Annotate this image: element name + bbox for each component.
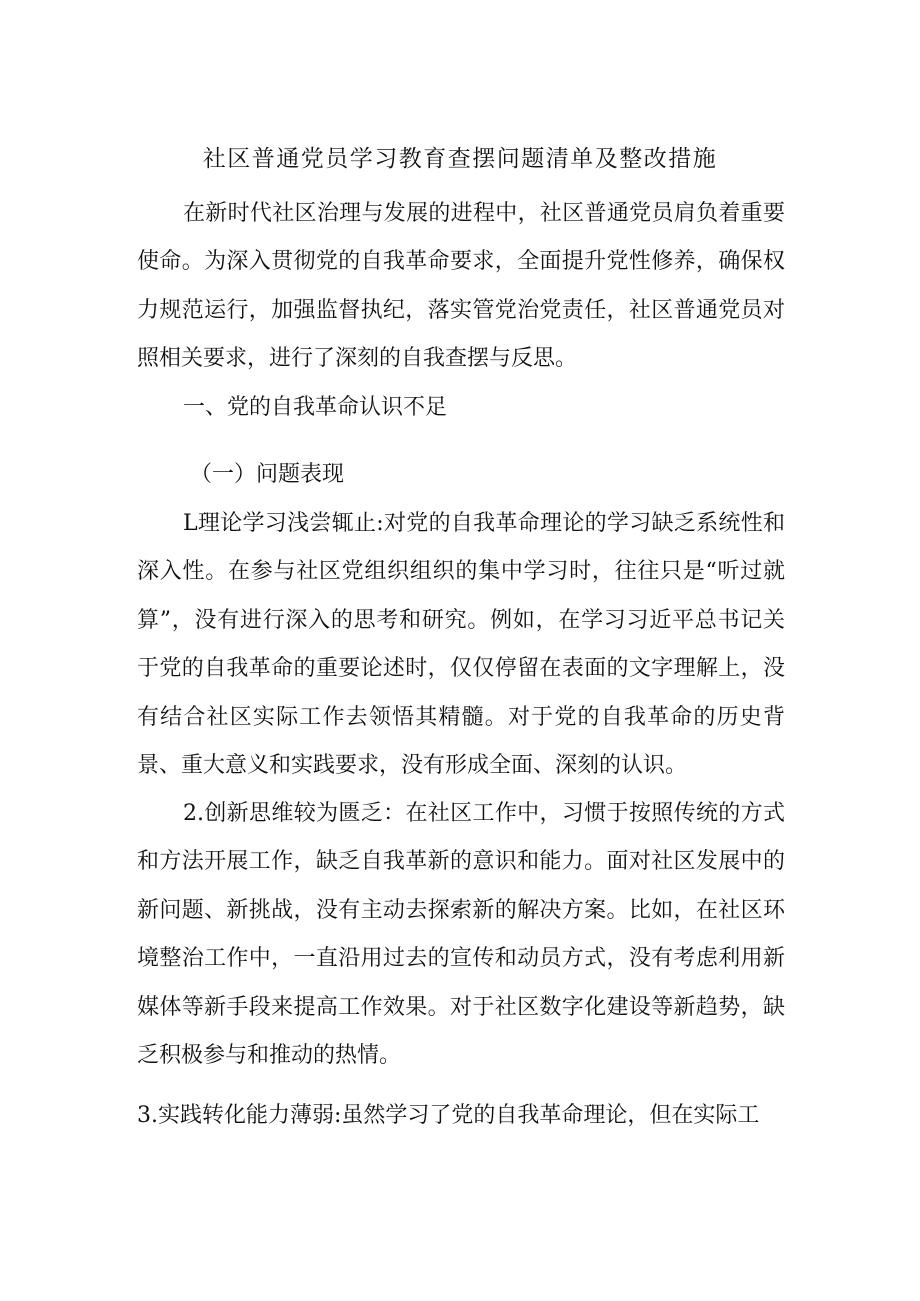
problem-item-2: 2.创新思维较为匮乏：在社区工作中，习惯于按照传统的方式和方法开展工作，缺乏自我革新的意识和能力。面对社区发展中的新问题、新挑战，没有主动去探索新的解决方案。比如，在社区环境整治工作中，一直沿用过去的宣传和动员方式，没有考虑利用新媒体等新手段来提高工作效果。对于社区数字化建设等新趋势，缺乏积极参与和推动的热情。	[137, 801, 785, 1069]
section-heading: 一、党的自我革命认识不足	[183, 395, 448, 420]
intro-paragraph: 在新时代社区治理与发展的进程中，社区普通党员肩负着重要使命。为深入贯彻党的自我革命要求，全面提升党性修养，确保权力规范运行，加强监督执纪，落实管党治党责任，社区普通党员对照相关要求，进行了深刻的自我查摆与反思。	[137, 201, 785, 372]
document-title: 社区普通党员学习教育查摆问题清单及整改措施	[202, 146, 718, 172]
problem-item-1: L理论学习浅尝辄止:对党的自我革命理论的学习缺乏系统性和深入性。在参与社区党组织组织的集中学习时，往往只是“听过就算”，没有进行深入的思考和研究。例如，在学习习近平总书记关于党的自我革命的重要论述时，仅仅停留在表面的文字理解上，没有结合社区实际工作去领悟其精髓。对于党的自我革命的历史背景、重大意义和实践要求，没有形成全面、深刻的认识。	[137, 511, 785, 779]
problem-item-3: 3.实践转化能力薄弱:虽然学习了党的自我革命理论，但在实际工	[137, 1103, 760, 1128]
subsection-heading: （一）问题表现	[190, 462, 345, 487]
